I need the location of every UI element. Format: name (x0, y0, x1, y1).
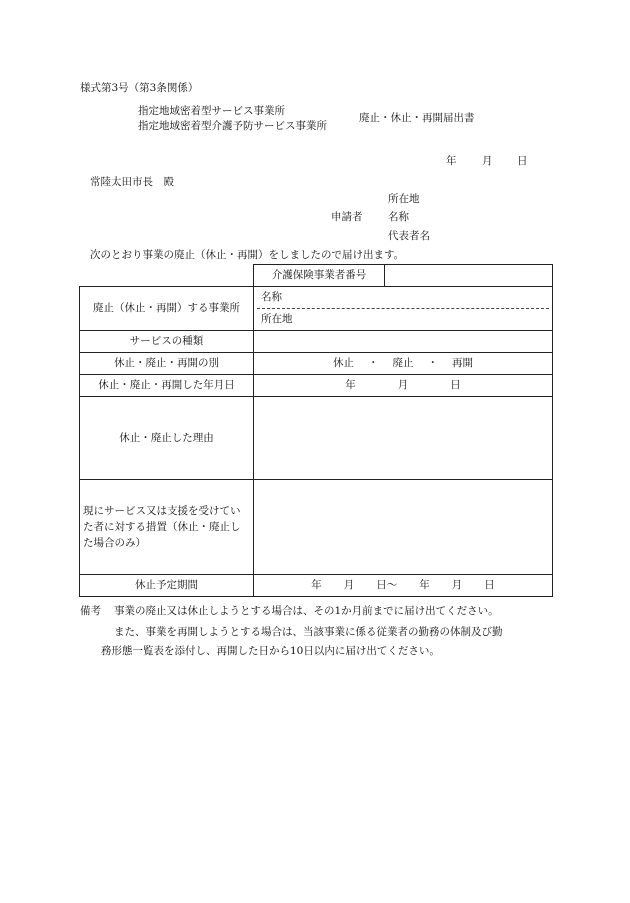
reason-label: 休止・廃止した理由 (80, 397, 254, 480)
intro-text: 次のとおり事業の廃止（休止・再開）をしましたので届け出ます。 (90, 249, 405, 261)
insurance-number-row (80, 265, 553, 287)
insurance-number-input[interactable] (385, 265, 553, 287)
document-title: 廃止・休止・再開届出書 (359, 112, 475, 124)
period-day-2: 日 (484, 579, 495, 592)
office-label: 廃止（休止・再開）する事業所 (80, 287, 254, 331)
date-month: 月 (397, 379, 409, 392)
office-name-label: 名称 (261, 291, 282, 303)
period-month-2: 月 (451, 579, 463, 592)
office-address-label: 所在地 (261, 313, 293, 325)
date-month-label: 月 (482, 155, 493, 167)
period-input[interactable] (254, 575, 553, 597)
form-number: 様式第3号（第3条関係） (80, 82, 199, 94)
category-option-suspend[interactable]: 休止 (333, 357, 354, 370)
category-options: 休止 ・ 廃止 ・ 再開 (254, 353, 553, 375)
category-option-abolish[interactable]: 廃止 (392, 357, 414, 370)
measures-label: 現にサービス又は支援を受けていた者に対する措置（休止・廃止した場合のみ） (80, 480, 254, 575)
service-type-label: サービスの種類 (80, 331, 254, 353)
period-year-2: 年 (419, 579, 430, 592)
date-label: 休止・廃止・再開した年月日 (80, 375, 254, 397)
office-name-field[interactable] (257, 287, 549, 308)
reason-row (80, 397, 553, 480)
date-row (80, 375, 553, 397)
office-address-field[interactable] (257, 308, 549, 330)
date-day-label: 日 (517, 155, 528, 167)
applicant-name-label: 名称 (388, 211, 409, 223)
category-option-resume[interactable]: 再開 (452, 357, 473, 370)
applicant-address-label: 所在地 (388, 193, 420, 205)
period-label: 休止予定期間 (80, 575, 254, 597)
notes-label: 備考 (80, 605, 101, 617)
notes-line-2: また、事業を再開しようとする場合は、当該事業に係る従業者の勤務の体制及び勤 (114, 626, 503, 638)
office-type-2: 指定地域密着型介護予防サービス事業所 (138, 120, 327, 132)
measures-row (80, 480, 553, 575)
office-row (80, 287, 553, 331)
applicant-representative-label: 代表者名 (388, 230, 430, 242)
period-row (80, 575, 553, 597)
notes-line-3: 務形態一覧表を添付し、再開した日から10日以内に届け出てください。 (101, 645, 440, 657)
office-fields (254, 287, 553, 331)
addressee: 常陸太田市長 殿 (90, 176, 174, 188)
period-month: 月 (343, 579, 355, 592)
category-label: 休止・廃止・再開の別 (80, 353, 254, 375)
insurance-number-label: 介護保険事業者番号 (254, 265, 385, 287)
notification-form-table (79, 264, 553, 597)
measures-input[interactable] (254, 480, 553, 575)
date-input[interactable] (254, 375, 553, 397)
period-day-to: 日〜 (376, 579, 398, 592)
date-day: 日 (450, 379, 461, 392)
reason-input[interactable] (254, 397, 553, 480)
category-row (80, 353, 553, 375)
date-year-label: 年 (446, 155, 457, 167)
period-year: 年 (311, 579, 322, 592)
service-type-row (80, 331, 553, 353)
service-type-input[interactable] (254, 331, 553, 353)
office-type-1: 指定地域密着型サービス事業所 (138, 105, 285, 117)
applicant-label: 申請者 (331, 211, 363, 223)
date-year: 年 (345, 379, 356, 392)
notes-line-1: 事業の廃止又は休止しようとする場合は、その1か月前までに届け出てください。 (114, 605, 499, 617)
